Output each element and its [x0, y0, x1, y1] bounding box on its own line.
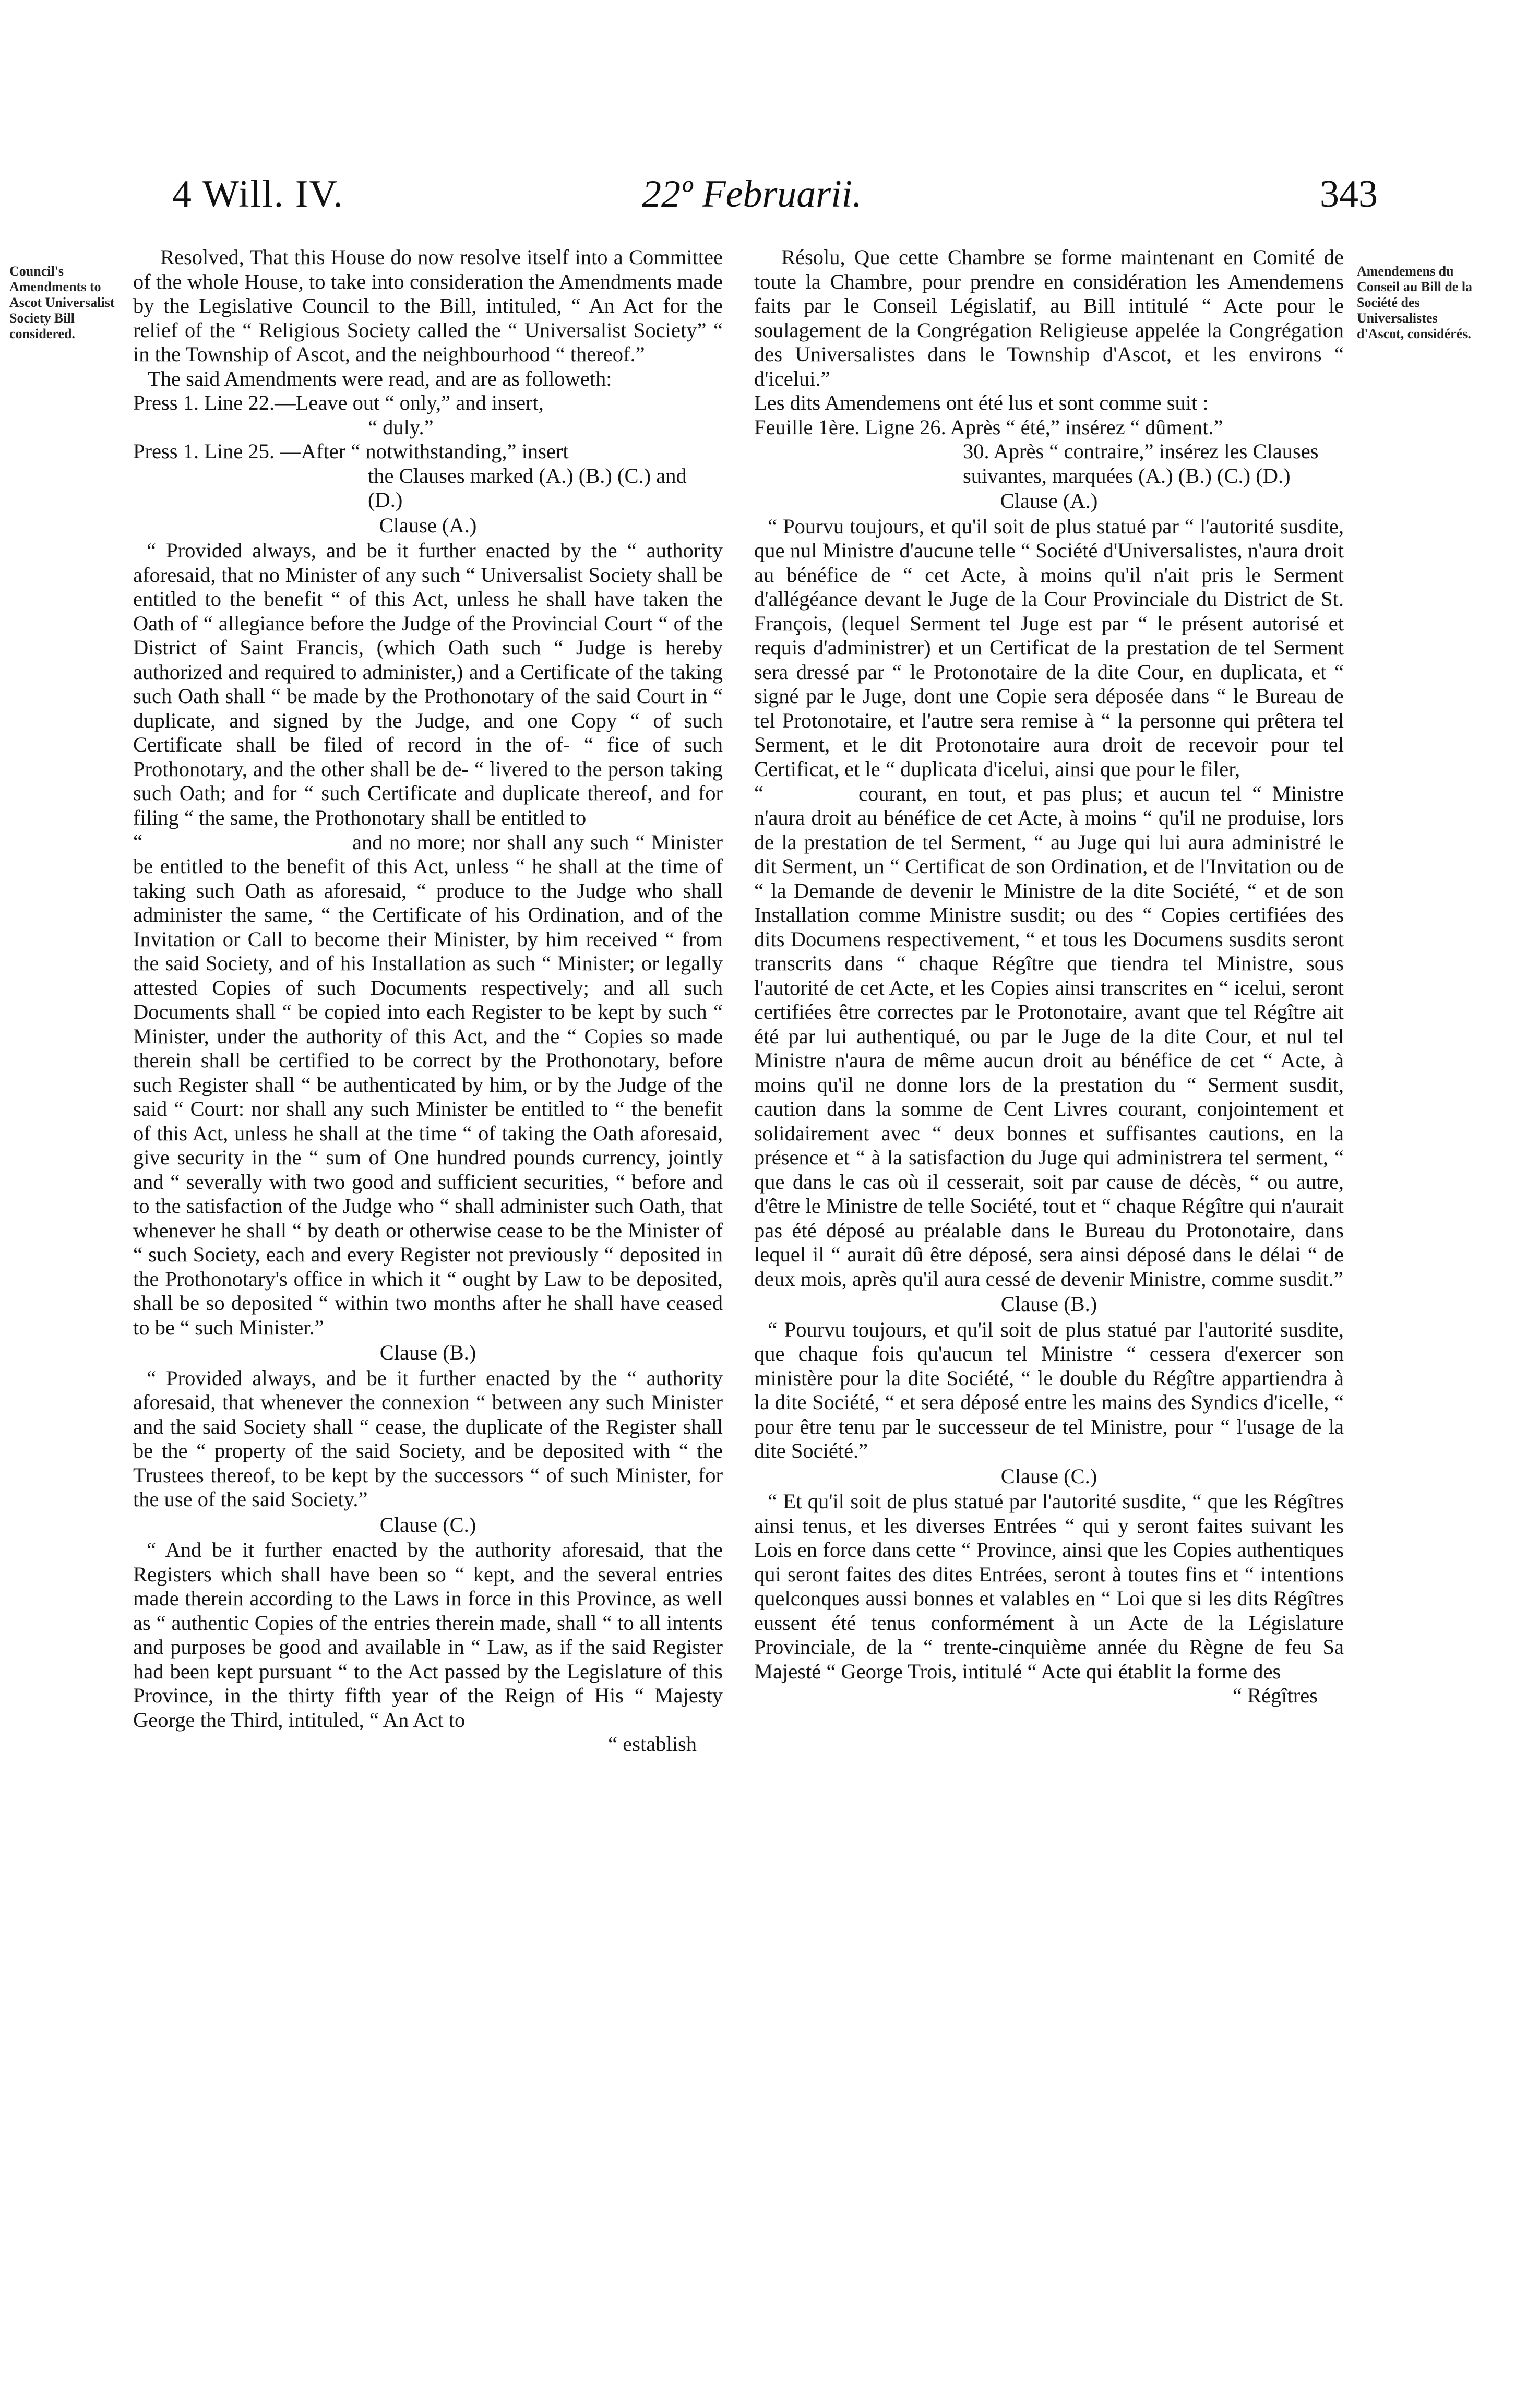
clause-a-text-part-2-fr: courant, en tout, et pas plus; et aucun tel “ Ministre n'aura droit au bénéfice de cet Acte, à moins “ qu'il ne produise, lors de la prestation de tel Serment, “ au Juge qui lui aura administré le dit Serment, un “ Certificat de son Ordination, et de l'Invitation ou de “ la Demande de devenir le Ministre de la dite Société, “ et de son Installation comme Ministre susdit; ou des “ Copies certifiées des dits Documens respectivement, “ et tous les Documens susdits seront transcrits dans “ chaque Régître que tiendra tel Ministre, sous l'autorité de cet Acte, et les Copies ainsi transcrites en “ icelui, seront certifiées être correctes par le Protonotaire, avant que tel Régître ait été par lui authentiqué, ou par le Juge de la dite Cour, et nul tel Ministre n'aura de même aucun droit au bénéfice de cet “ Acte, à moins qu'il ne donne lors de la prestation du “ Serment susdit, caution dans la somme de Cent Livres courant, conjointement et solidairement avec “ deux bonnes et suffisantes cautions, en la présence et “ à la satisfaction du Juge qui administrera tel serment, “ que dans le cas où il cesserait, soit par cause de décès, “ ou autre, d'être le Ministre de telle Société, tout et “ chaque Régître qui n'aurait pas été déposé au préalable dans le Bureau du Protonotaire, dans lequel il “ aurait dû être déposé, sera ainsi déposé dans le délai “ de deux mois, après qu'il aura cessé de devenir Ministre, comme susdit.”: [754, 781, 1344, 1291]
clause-a-heading-fr: Clause (A.): [1000, 489, 1098, 512]
catchword: “ establish: [608, 1732, 697, 1756]
resolution-paragraph: Resolved, That this House do now resolve itself into a Committee of the whole House, to take into consideration the Amendments made by the Legislative Council to the Bill, intituled, “ An Act for the relief of the “ Religious Society called the “ Universalist Society” “ in the Township of Ascot, and the neighbourhood “ thereof.”: [133, 245, 723, 366]
amendment-1-fr: Feuille 1ère. Ligne 26. Après “ été,” insérez “ dûment.”: [754, 415, 1223, 439]
amendment-2-fr: 30. Après “ contraire,” insérez les Clauses suivantes, marquées (A.) (B.) (C.) (D.): [963, 439, 1319, 487]
french-column: [754, 245, 1344, 1708]
clause-a-text-part-2: and no more; nor shall any such “ Minister be entitled to the benefit of this Act, unless “ he shall at the time of taking such Oath as aforesaid, “ produce to the Judge who shall administer the same, “ the Certificate of his Ordination, and of the Invitation or Call to become their Minister, by him received “ from the said Society, and of his Installation as such “ Minister; or legally attested Copies of such Documents respectively; and all such Documents shall “ be copied into each Register to be kept by such “ Minister, under the authority of this Act, and the “ Copies so made therein shall be certified to be correct by the Prothonotary, before such Register shall “ be authenticated by him, or by the Judge of the said “ Court: nor shall any such Minister be entitled to “ the benefit of this Act, unless he shall at the time “ of taking the Oath aforesaid, give security in the “ sum of One hundred pounds currency, jointly and “ severally with two good and sufficient securities, “ before and to the satisfaction of the Judge who “ shall administer such Oath, that whenever he shall “ by death or otherwise cease to be the Minister of “ such Society, each and every Register not previously “ deposited in the Prothonotary's office in which it “ ought by Law to be deposited, shall be so deposited “ within two months after he shall have ceased to be “ such Minister.”: [133, 830, 723, 1339]
clause-c-heading: Clause (C.): [379, 1512, 476, 1536]
clause-c-text-fr: “ Et qu'il soit de plus statué par l'autorité susdite, “ que les Régîtres ainsi tenus, et les diverses Entrées “ qui y seront faites suivant les Lois en force dans cette “ Province, ainsi que les Copies authentiques qui seront faites des dites Entrées, seront à toutes fins et “ intentions quelconques aussi bonnes et valables en “ Loi que si les dits Régîtres eussent été tenus conformément à un Acte de la Législature Provinciale, de la “ trente-cinquième année du Règne de feu Sa Majesté “ George Trois, intitulé “ Acte qui établit la forme des: [754, 1489, 1344, 1683]
clause-b-heading: Clause (B.): [379, 1341, 476, 1364]
page-number: 343: [1320, 173, 1378, 216]
amendments-read-line-fr: Les dits Amendemens ont été lus et sont comme suit :: [754, 391, 1209, 414]
amendment-2: Press 1. Line 25. —After “ notwithstanding,” insert: [133, 439, 569, 463]
running-head: [172, 172, 1378, 230]
clause-b-text-fr: “ Pourvu toujours, et qu'il soit de plus statué par l'autorité susdite, que chaque fois qu'aucun tel Ministre “ cessera d'exercer son ministère pour la dite Société, “ le double du Régître appartiendra à la dite Société, “ et sera déposé entre les mains des Syndics d'icelle, “ pour être tenu par le successeur de tel Ministre, pour “ l'usage de la dite Société.”: [754, 1317, 1344, 1462]
regnal-year: 4 Will. IV.: [172, 173, 344, 216]
clause-a-blank-marker: “: [133, 830, 142, 853]
margin-note-french: Amendemens du Conseil au Bill de la Société des Universalistes d'Ascot, considérés.: [1357, 264, 1473, 341]
date-heading: 22º Februarii.: [642, 173, 862, 216]
clause-b-heading-fr: Clause (B.): [1000, 1292, 1097, 1316]
clause-c-text: “ And be it further enacted by the authority aforesaid, that the Registers which shall have been so “ kept, and the several entries made therein according to the Laws in force in this Province, as well as “ authentic Copies of the entries therein made, shall “ to all intents and purposes be good and available in “ Law, as if the said Register had been kept pursuant “ to the Act passed by the Legislature of this Province, in the thirty fifth year of the Reign of His “ Majesty George the Third, intituled, “ An Act to: [133, 1538, 723, 1732]
catchword-fr: “ Régîtres: [1232, 1684, 1318, 1707]
clause-a-heading: Clause (A.): [379, 513, 477, 537]
clause-b-text: “ Provided always, and be it further enacted by the “ authority aforesaid, that whenever the connexion “ between any such Minister and the said Society shall “ cease, the duplicate of the Register shall be the “ property of the said Society, and be deposited with “ the Trustees thereof, to be kept by the successors “ of such Minister, for the use of the said Society.”: [133, 1366, 723, 1511]
clause-a-text-part-1-fr: “ Pourvu toujours, et qu'il soit de plus statué par “ l'autorité susdite, que nul Ministre d'aucune telle “ Société d'Universalistes, n'aura droit au bénéfice de “ cet Acte, à moins qu'il n'ait pris le Serment d'allégéance devant le Juge de la Cour Provinciale du District de St. François, (lequel Serment tel Juge est par “ le présent autorisé et requis d'administrer) et un Certificat de la prestation de tel Serment sera dressé par “ le Protonotaire de la dite Cour, en duplicata, et “ signé par le Juge, dont une Copie sera déposée dans “ le Bureau de tel Protonotaire, et l'autre sera remise à “ la personne qui prêtera tel Serment, et le dit Protonotaire aura droit de recevoir pour tel Certificat, et le “ duplicata d'icelui, ainsi que pour le filer,: [754, 514, 1344, 781]
clause-a-text-part-1: “ Provided always, and be it further enacted by the “ authority aforesaid, that no Minister of any such “ Universalist Society shall be entitled to the benefit “ of this Act, unless he shall have taken the Oath of “ allegiance before the Judge of the Provincial Court “ of the District of Saint Francis, (which Oath such “ Judge is hereby authorized and required to administer,) and a Certificate of the taking such Oath shall “ be made by the Prothonotary of the said Court in “ duplicate, and signed by the Judge, and one Copy “ of such Certificate shall be filed of record in the of- “ fice of such Prothonotary, and the other shall be de- “ livered to the person taking such Oath; and for “ such Certificate and duplicate thereof, and for filing “ the same, the Prothonotary shall be entitled to: [133, 539, 723, 829]
amendment-1-continued: “ duly.”: [368, 415, 434, 439]
clause-a-blank-marker-fr: “: [754, 781, 763, 805]
amendment-2-continued: the Clauses marked (A.) (B.) (C.) and (D.): [368, 463, 687, 511]
english-column: [133, 245, 723, 1757]
clause-c-heading-fr: Clause (C.): [1000, 1464, 1097, 1488]
resolution-paragraph-fr: Résolu, Que cette Chambre se forme maintenant en Comité de toute la Chambre, pour prendre en considération les Amendemens faits par le Conseil Législatif, au Bill intitulé “ Acte pour le soulagement de la Congrégation Religieuse appelée la Congrégation des Universalistes dans le Township d'Ascot, et les environs “ d'icelui.”: [754, 245, 1344, 390]
margin-note-english: Council's Amendments to Ascot Universalist Society Bill considered.: [9, 264, 115, 341]
amendment-1: Press 1. Line 22.—Leave out “ only,” and insert,: [133, 391, 544, 414]
amendments-read-line: The said Amendments were read, and are as followeth:: [148, 366, 612, 390]
